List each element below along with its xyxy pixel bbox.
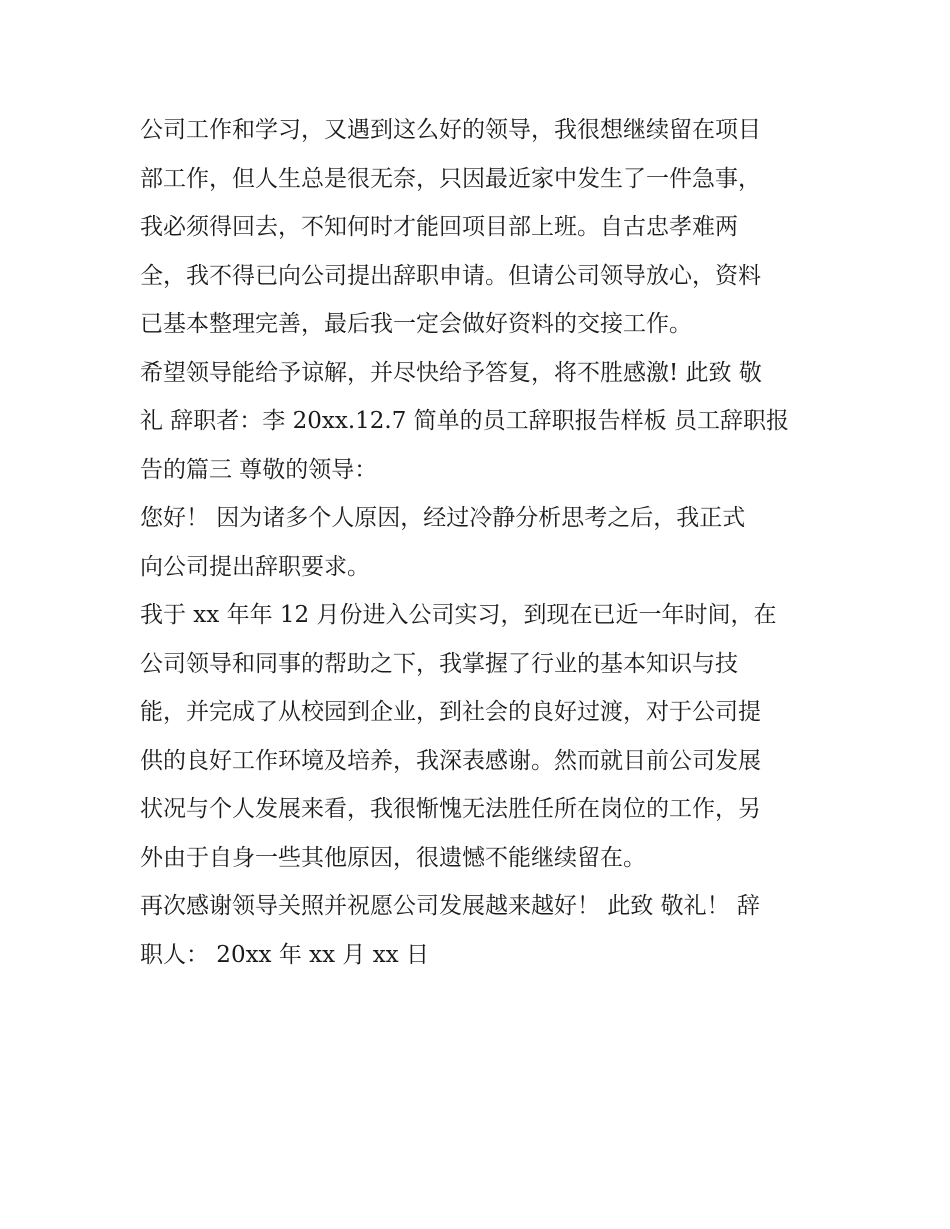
paragraph-2 [140, 349, 820, 495]
text-line: 公司工作和学习，又遇到这么好的领导，我很想继续留在项目 [140, 117, 761, 143]
paragraph-1 [140, 106, 820, 349]
paragraph-3 [140, 494, 820, 591]
text-line: 状况与个人发展来看，我很惭愧无法胜任所在岗位的工作，另 [140, 796, 761, 822]
text-line: 再次感谢领导关照并祝愿公司发展越来越好！ 此致 敬礼！ 辞 [140, 893, 760, 919]
text-line: 向公司提出辞职要求。 [140, 553, 370, 580]
text-line: 公司领导和同事的帮助之下，我掌握了行业的基本知识与技 [140, 650, 738, 677]
text-line: 希望领导能给予谅解，并尽快给予答复，将不胜感激! 此致 敬 [140, 359, 762, 386]
paragraph-4 [140, 591, 820, 882]
text-line: 礼 辞职者：李 20xx.12.7 简单的员工辞职报告样板 员工辞职报 [140, 408, 789, 434]
text-line: 职人： 20xx 年 xx 月 xx 日 [140, 941, 429, 968]
text-line: 告的篇三 尊敬的领导： [140, 456, 378, 483]
paragraph-5 [140, 882, 820, 979]
text-line: 您好！ 因为诸多个人原因，经过冷静分析思考之后，我正式 [140, 505, 746, 531]
text-line: 已基本整理完善，最后我一定会做好资料的交接工作。 [140, 311, 692, 337]
text-line: 能，并完成了从校园到企业，到社会的良好过渡，对于公司提 [140, 699, 761, 725]
text-line: 我必须得回去，不知何时才能回项目部上班。自古忠孝难两 [140, 214, 738, 240]
text-line: 部工作，但人生总是很无奈，只因最近家中发生了一件急事， [140, 165, 761, 192]
text-line: 全，我不得已向公司提出辞职申请。但请公司领导放心，资料 [140, 262, 761, 289]
document-body [140, 106, 820, 979]
text-line: 外由于自身一些其他原因，很遗憾不能继续留在。 [140, 844, 646, 871]
text-line: 我于 xx 年年 12 月份进入公司实习，到现在已近一年时间，在 [140, 602, 777, 628]
text-line: 供的良好工作环境及培养，我深表感谢。然而就目前公司发展 [140, 747, 761, 774]
